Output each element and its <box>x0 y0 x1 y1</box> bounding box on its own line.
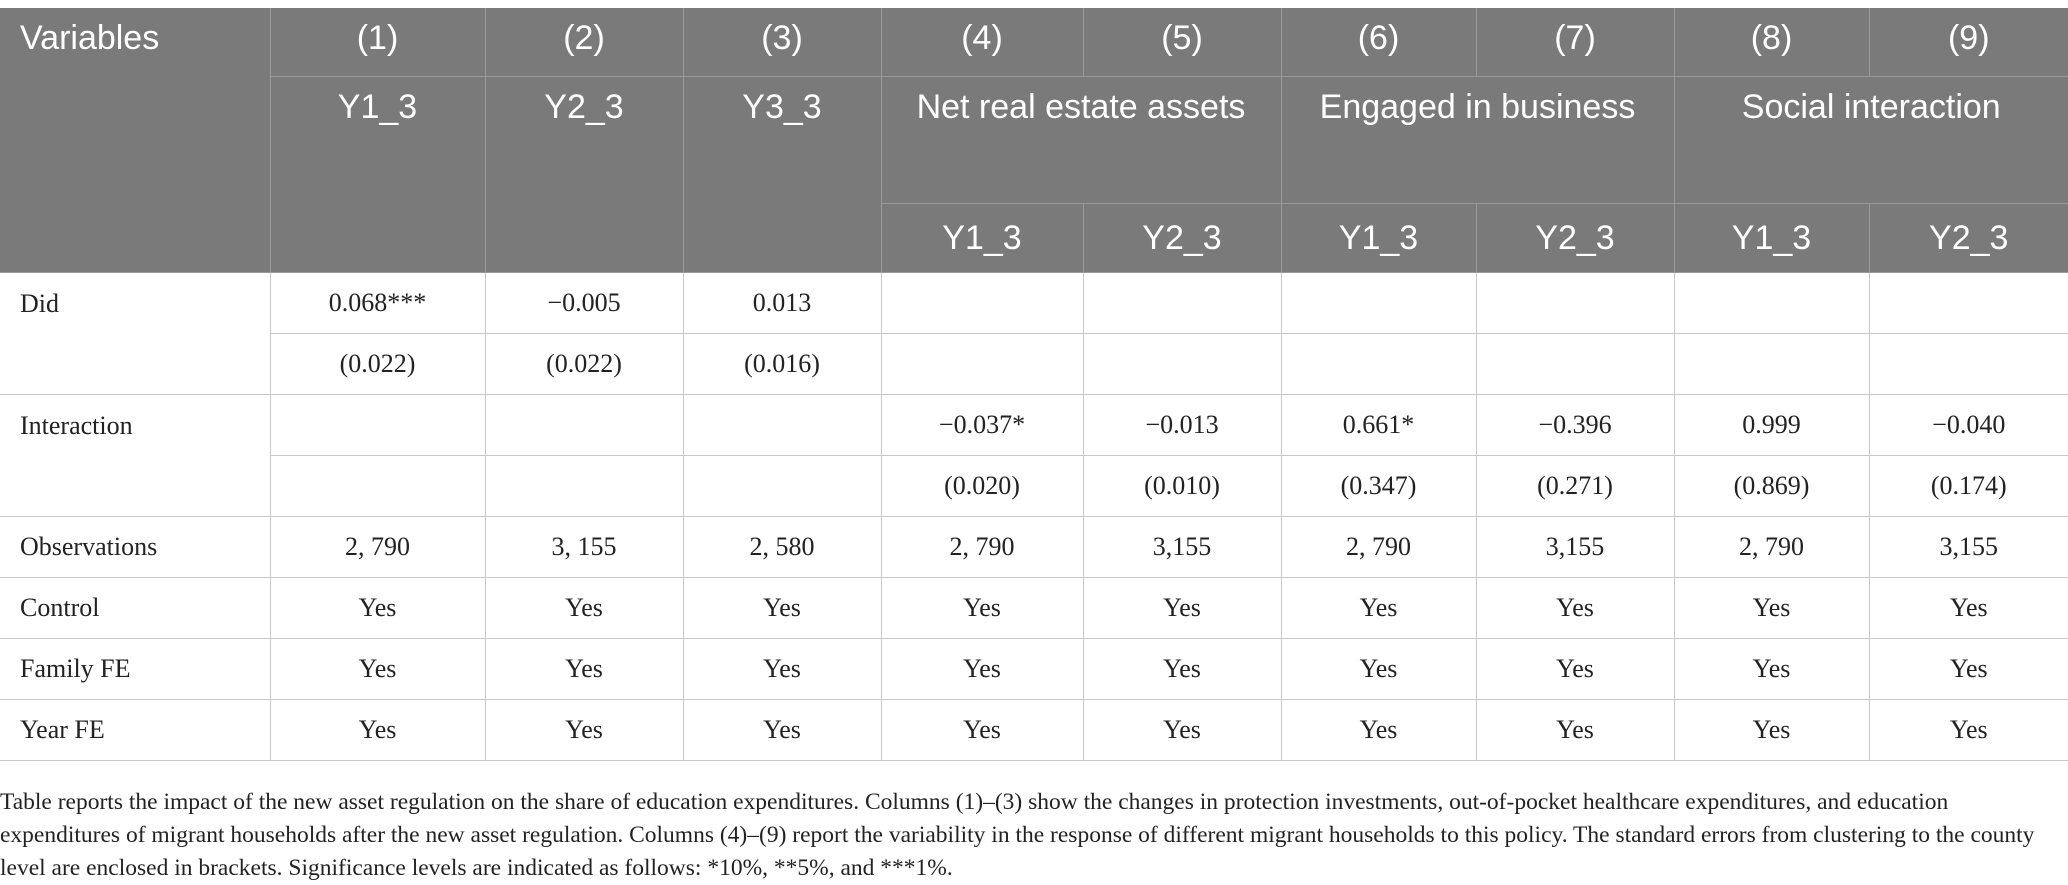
table-cell: Yes <box>683 578 881 639</box>
table-cell: 2, 580 <box>683 517 881 578</box>
col-number-8: (8) <box>1674 8 1869 77</box>
table-cell: Yes <box>1281 700 1476 761</box>
dep-var-1: Y1_3 <box>270 77 485 273</box>
table-cell: Yes <box>485 639 683 700</box>
table-cell: 3,155 <box>1869 517 2068 578</box>
table-cell: 0.068*** <box>270 273 485 334</box>
sub-header-4: Y1_3 <box>881 204 1083 273</box>
table-cell <box>270 395 485 456</box>
col-number-9: (9) <box>1869 8 2068 77</box>
table-cell <box>881 334 1083 395</box>
table-row-interaction-coef <box>0 395 2068 456</box>
table-cell <box>683 395 881 456</box>
table-cell: Yes <box>1674 578 1869 639</box>
table-row-family-fe <box>0 639 2068 700</box>
table-cell <box>1476 334 1674 395</box>
col-number-7: (7) <box>1476 8 1674 77</box>
table-cell: −0.013 <box>1083 395 1281 456</box>
header-row-numbers <box>0 8 2068 77</box>
sub-header-7: Y2_3 <box>1476 204 1674 273</box>
table-cell: Yes <box>1281 639 1476 700</box>
col-number-3: (3) <box>683 8 881 77</box>
table-cell: −0.037* <box>881 395 1083 456</box>
group-net-real-estate: Net real estate assets <box>881 77 1281 204</box>
table-row-interaction-se <box>0 456 2068 517</box>
table-cell: Yes <box>1083 578 1281 639</box>
table-cell <box>1281 334 1476 395</box>
table-cell <box>1674 273 1869 334</box>
dep-var-2: Y2_3 <box>485 77 683 273</box>
table-footnote: Table reports the impact of the new asset regulation on the share of education expenditures. Columns (1)–(3) show the changes in protection investments, out-of-pocket healthcare expenditures, and education expenditures of migrant households after the new asset regulation. Columns (4)–(9) report the variability in the response of different migrant households to this policy. The standard errors from clustering to the county level are enclosed in brackets. Significance levels are indicated as follows: *10%, **5%, and ***1%. <box>0 788 2035 881</box>
table-cell: Yes <box>881 639 1083 700</box>
col-number-6: (6) <box>1281 8 1476 77</box>
table-row-year-fe <box>0 700 2068 761</box>
table-cell: (0.016) <box>683 334 881 395</box>
dep-var-3: Y3_3 <box>683 77 881 273</box>
col-number-5: (5) <box>1083 8 1281 77</box>
table-cell <box>1083 334 1281 395</box>
table-cell: Yes <box>270 578 485 639</box>
table-cell <box>485 395 683 456</box>
table-cell: Yes <box>270 639 485 700</box>
table-cell <box>683 456 881 517</box>
col-number-4: (4) <box>881 8 1083 77</box>
table-cell: (0.869) <box>1674 456 1869 517</box>
table-cell: (0.271) <box>1476 456 1674 517</box>
table-cell <box>1083 273 1281 334</box>
col-number-1: (1) <box>270 8 485 77</box>
table-cell: Yes <box>1674 639 1869 700</box>
header-row-dependent <box>0 77 2068 204</box>
sub-header-5: Y2_3 <box>1083 204 1281 273</box>
table-cell: 2, 790 <box>881 517 1083 578</box>
table-cell: Yes <box>1674 700 1869 761</box>
table-cell: Yes <box>485 700 683 761</box>
table-cell: Yes <box>683 639 881 700</box>
row-label-control: Control <box>0 578 270 639</box>
table-cell <box>1476 273 1674 334</box>
sub-header-8: Y1_3 <box>1674 204 1869 273</box>
col-number-2: (2) <box>485 8 683 77</box>
regression-table <box>0 8 2068 761</box>
table-cell: (0.020) <box>881 456 1083 517</box>
table-cell: Yes <box>1476 578 1674 639</box>
sub-header-6: Y1_3 <box>1281 204 1476 273</box>
table-cell: (0.174) <box>1869 456 2068 517</box>
table-cell <box>1281 273 1476 334</box>
row-label-did: Did <box>0 273 270 395</box>
table-cell: 0.999 <box>1674 395 1869 456</box>
table-cell: Yes <box>881 700 1083 761</box>
table-cell: 0.013 <box>683 273 881 334</box>
table-cell: −0.040 <box>1869 395 2068 456</box>
table-cell: 2, 790 <box>270 517 485 578</box>
table-cell: 3,155 <box>1476 517 1674 578</box>
table-cell: Yes <box>1869 700 2068 761</box>
table-cell <box>1674 334 1869 395</box>
table-cell: 2, 790 <box>1281 517 1476 578</box>
table-cell: Yes <box>1476 700 1674 761</box>
table-row-did-se <box>0 334 2068 395</box>
table-row-did-coef <box>0 273 2068 334</box>
table-cell: Yes <box>1281 578 1476 639</box>
table-cell <box>881 273 1083 334</box>
sub-header-9: Y2_3 <box>1869 204 2068 273</box>
table-row-control <box>0 578 2068 639</box>
row-label-observations: Observations <box>0 517 270 578</box>
group-social-interaction: Social interaction <box>1674 77 2068 204</box>
table-cell <box>1869 334 2068 395</box>
table-cell: Yes <box>683 700 881 761</box>
table-cell <box>270 456 485 517</box>
row-label-interaction: Interaction <box>0 395 270 517</box>
table-cell: Yes <box>881 578 1083 639</box>
row-label-family-fe: Family FE <box>0 639 270 700</box>
table-cell: Yes <box>270 700 485 761</box>
group-engaged-business: Engaged in business <box>1281 77 1674 204</box>
table-cell: (0.022) <box>270 334 485 395</box>
table-cell: 3,155 <box>1083 517 1281 578</box>
table-cell: Yes <box>1869 578 2068 639</box>
row-label-year-fe: Year FE <box>0 700 270 761</box>
table-row-observations <box>0 517 2068 578</box>
table-cell: (0.010) <box>1083 456 1281 517</box>
table-cell: 0.661* <box>1281 395 1476 456</box>
table-cell: Yes <box>485 578 683 639</box>
table-cell: Yes <box>1476 639 1674 700</box>
table-cell <box>485 456 683 517</box>
table-cell: 3, 155 <box>485 517 683 578</box>
table-cell: Yes <box>1869 639 2068 700</box>
variables-header: Variables <box>0 8 270 273</box>
table-cell: (0.347) <box>1281 456 1476 517</box>
table-cell: (0.022) <box>485 334 683 395</box>
table-cell: −0.005 <box>485 273 683 334</box>
table-cell: Yes <box>1083 700 1281 761</box>
table-cell: 2, 790 <box>1674 517 1869 578</box>
table-cell: Yes <box>1083 639 1281 700</box>
table-cell: −0.396 <box>1476 395 1674 456</box>
table-cell <box>1869 273 2068 334</box>
